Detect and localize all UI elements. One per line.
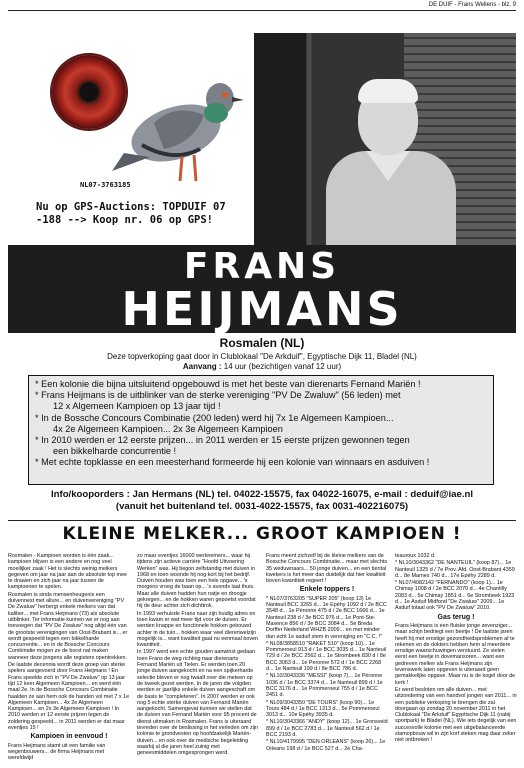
subheading: Kampioen in eenvoud !	[30, 733, 108, 741]
pigeon-panel	[8, 33, 254, 245]
bullet-4-cont: een bikkelharde concurrentie !	[53, 446, 177, 457]
paragraph: zo maar eventjes 16000 werknemers... waar hij tijdens zijn actieve carrière "Hoofd Uitvoering Werken" was. Hij begon zelfstandig met duiven in 1968 en toen woonde hij nog kort bij het bedrijf. Duiven houden was toen een hele opgave... 's morgens vroeg de baan op... 's avonds laat thuis. Maar alle duiven hadden hun natje en droogje gekregen... en de hokken waren gepoetst voordat hij de deur achter zich dichttrok.	[137, 553, 256, 610]
contact-line-2: (vanuit het buitenland tel. 0031-4022-15575, fax 0031-402216075)	[115, 501, 409, 512]
name-banner	[8, 245, 516, 336]
contact-info	[8, 489, 516, 513]
subheading: Enkele toppers !	[299, 586, 355, 594]
ring-number: NL07-3763185	[80, 181, 131, 189]
banner-last-name: HEIJMANS	[121, 282, 403, 336]
auction-time	[8, 362, 516, 372]
list-item: teauroux 1032 d.	[395, 553, 436, 559]
list-item: * NL10/3043336 "MESSI" (koop 7)... 1e Péronne 1036 d / 1e BCC 3374 d... 1e Nanteuil 899 d / 1e BCC 3176 d... 1e Pommeroeul 755 d / 1e BCC 2451 d.	[266, 673, 383, 699]
list-item: * NL10/4179995 "DEN ORLEANS" (koop 26)... 1e Orleans 198 d / 1e BCC 527 d... 2e Cha-	[266, 739, 386, 752]
paragraph: Rosmalen is sinds mensenheugenis een duivennest met allure... en duivenvereniging "PV De Zwaluw" herbergt enkele melkers van dat kaliber... met Frans Heijmans (73) als absolute uitblinker. Ter informatie kunnen we er nog aan toevoegen dat "PV De Zwaluw" nog altijd één van de grootste verenigingen van Oost-Brabant is... er wordt gespeeld tegen een bikkelharde concurrentie... en in de Bossche Concours Combinatie mogen ze de borst nat maken wanneer deze jongens alle registers opentrekken.	[8, 591, 128, 661]
paragraph: Frans Heijmans is een fluiske jonge zevenziger... maar schijn bedriegt een beetje ! De laatste jaren heeft hij met ernstige gezondheidsproblemen af te rekenen en de dokters hebben hem al meerdere ernstige waarschuwingen verstuurd. Ze vielen eerst een beetje in dovemansoren... want een gedreven melker als Frans Heijmans zijn levenswerk laten opgeven is uiteraard geen gemakkelijke opgave. Maar nu is de kogel door de kerk !	[395, 622, 516, 686]
portrait-photo	[254, 33, 516, 245]
bullet-1: * Een kolonie die bijna uitsluitend opgebouwd is met het beste van dierenarts Fernand Mariën !	[35, 379, 421, 389]
gps-auction-notice	[36, 201, 254, 227]
paragraph: Er werd besloten om alle duiven... met uitzondering van een handvol jongen van 2011... in een publieke verkoping te brengen die zal doorgaan op zondag 20 november 2011 in het Clublokaal "De Arkduif" Egyptische Dijk 11 (nabij sportpark) te Bladel (NL). Wie iets degelijk van een succesvolle kolonie met een uitgebalanceerde stamopbouw wil in zijn korf steken mag daar zeker niet ontbreken !	[395, 686, 517, 744]
gps-line-2: -188 --> Koop nr. 06 op GPS!	[36, 214, 214, 226]
contact-line-1: Info/kooporders : Jan Hermans (NL) tel. 04022-15575, fax 04022-16075, e-mail : deduif@iae.nl	[50, 489, 474, 500]
paragraph: Frans Heijmans stamt uit een familie van wegenbouwers... de firma Heijmans met wereldwijd	[8, 742, 106, 762]
header-text: DE DUIF - Frans Wellens - blz. 9	[428, 2, 516, 8]
article-body	[8, 553, 518, 765]
article-column-2	[137, 553, 259, 765]
divider	[8, 520, 516, 521]
gps-line-1: Nu op GPS-Auctions: TOPDUIF 07	[36, 201, 226, 213]
paragraph: In 1993 verhuisde Frans naar zijn huidig adres en toen kwam er wat meer tijd voor de duiven. Er werden knappe en functionele hokken gebouwd achter in de tuin... hokken waar veel dierenwelzijn mogelijk is... want kwaliteit gaat nu eenmaal boven kwantiteit.	[137, 610, 259, 649]
bullet-5: * Met echte topklasse en een meesterhand formeerde hij een kolonie van winnaars en asduiven !	[35, 457, 430, 468]
paragraph: Rosmalen - Kampioen worden is één zaak... kampioen blijven is een andere en nog veel moeilijker zaak ! Het is slechts weinig melkers gegeven om jaar na jaar aan de absolute top mee te draaien en zich jaar na jaar tussen de kampioenen te spelen.	[8, 553, 127, 591]
location: Rosmalen (NL)	[219, 336, 305, 350]
subheading: Gas terug !	[437, 613, 475, 621]
bullet-2-cont: 12 x Algemeen Kampioen op 13 jaar tijd !	[53, 401, 221, 412]
article-column-4	[395, 553, 517, 765]
paragraph: De laatste decennia wordt deze groep van sterke spelers aangevoerd door Frans Heijmans ! En Frans speelde zich in "PV De Zwaluw" op 13 jaar tijd 12 keer Algemeen Kampioen... en werd één maal 2e. In de Bossche Concours Combinatie haalden ze aan hem ook de handen vol met 7 x 1e Algemeen Kampioen... 4x 2e Algemeen Kampioen... en 2x 3e Algemeen Kampioen ! In 2010 werden er 12 eerste prijzen tegen de zoldering gespeeld... in 2011 werden er dat maar eventjes 15 !	[8, 662, 130, 732]
article-column-1	[8, 553, 130, 765]
aanvang-text: 14 uur (bezichtigen vanaf 12 uur)	[223, 362, 342, 371]
aanvang-label: Aanvang :	[182, 362, 222, 371]
bullet-3-cont: 4x 2e Algemeen Kampioen... 2x 3e Algemeen Kampioen	[53, 423, 283, 434]
article-headline: KLEINE MELKER... GROOT KAMPIOEN !	[62, 524, 462, 544]
bullet-3: * In de Bossche Concours Combinatie (200 leden) werd hij 7x 1e Algemeen Kampioen...	[35, 412, 394, 423]
bullet-4: * In 2010 werden er 12 eerste prijzen... in 2011 werden er 15 eerste prijzen gewonnen tegen	[35, 435, 410, 446]
list-item: * NL07/3763205 "SUPER 205" (koop 13) 1e Nanteuil BCC 3265 d... 1e Epéhy 1092 d / 2e BCC 3548 d... 1e Péronne 475 d / 2e BCC 1666 d... 1e Nanteuil 238 d / 3e BCC 976 d... 1e Pont-Ste-Maxence 856 d / 3e BCC 3084 d... 5e Breda Dorffer Nederland WHZB 2009... en met minder dan echt 1e asduif stem in vereniging en "C.C. !"	[266, 595, 387, 640]
list-item: * NL10/3043366 "ANDY" (koop 12)... 1e Gronsveld 899 d / 1e BCC 2783 d... 1e Nanteuil 562 d / 1e BCC 2193 d.	[266, 719, 388, 739]
page-header	[8, 0, 516, 11]
paragraph: Frans meent zichzelf bij de kleine melkers van de Bossche Concours Combinatie... maar met slechts 35 weduwnaars... 50 jonge duiven... en een tiental kwekers is het meer dan duidelijk dat hier kwaliteit boven kwantiteit regeert !	[266, 553, 388, 585]
highlights-box	[28, 375, 494, 485]
list-item: * NL07/4082142 "FERNANDO" (koop 1)... 1e Chimay 1008 d / 2e BCC 2070 d... 4e Chantilly 2083 d... 5e Chimay 1851 d... 6e Strombeek 1923 d... 1e Asduif Midfond "De Zwaluw" 2009... 1e Asduif totaal ook "PV De Zwaluw" 2010.	[395, 580, 515, 612]
auction-info	[8, 352, 516, 372]
hero-section	[8, 33, 516, 245]
banner-first-name: FRANS	[183, 246, 341, 287]
list-item: * NL10/3043362 "DE NANTEUIL" (koop 87)... 1e Nanteuil 1325 d / 7e Prov. Afd. Oost-Brabant 4359 d... 8e Marnes 740 d... 17e Epéhy 2289 d.	[395, 560, 515, 579]
paragraph: In 1997 werd een echte gouden aanwinst gedaan toen Frans de weg richting naar dierenarts Fernand Mariën uit Tielen. Er werden toen 20 jonge duiven aangekocht en na een spijkerharde selectie bleven er nog twaalf over die meteen op de kweek gezet werden. In de jaren die volgden werden er jaarlijks enkele duiven aangeschaft om de basis te "completeren". In 2007 werden er ook nog 5 echte sterke duiven van Fernand Mariën aangekocht. Samengevat kunnen we stellen dat de duiven van Fernand Mariën voor 95 procent de dienst uitmaken in Rosmalen. Frans is uiteraard tevreden over de beslissing in het verleden om zijn kolonie te grondvesten op hoofdzakelijk Mariën-duiven... en ook over de medische begeleiding waarbij al die jaren heel zuinig met geneesmiddelen omgesprongen werd.	[137, 649, 259, 757]
list-item: * NL08/3858510 "RAKET 510" (koop 10)... 1e Pommeroeul 913 d / 1e BCC 3035 d... 1e Nanteuil 729 d / 2e BCC 2562 d... 1e Strombeek 830 d / 8e BCC 3063 d... 1e Peronne 572 d / 1e BCC 2268 d... 1e Nanteuil 199 d / 8e BCC 786 d.	[266, 640, 387, 673]
bullet-2: * Frans Heijmans is de uitblinker van de sterke vereniging "PV De Zwaluw" (56 leden) met	[35, 390, 401, 401]
article-column-3	[266, 553, 388, 765]
auction-venue: Deze topverkoping gaat door in Clublokaal "De Arkduif", Egyptische Dijk 11, Bladel (NL)	[107, 352, 417, 361]
list-item: * NL09/3043350 "DE TOURS" (koop 90)... 1e Tours 484 d / 1e BCC 1313 d... 5e Pommeroeul 3013 d... 10e Epéhy 3935 d.	[266, 699, 380, 719]
